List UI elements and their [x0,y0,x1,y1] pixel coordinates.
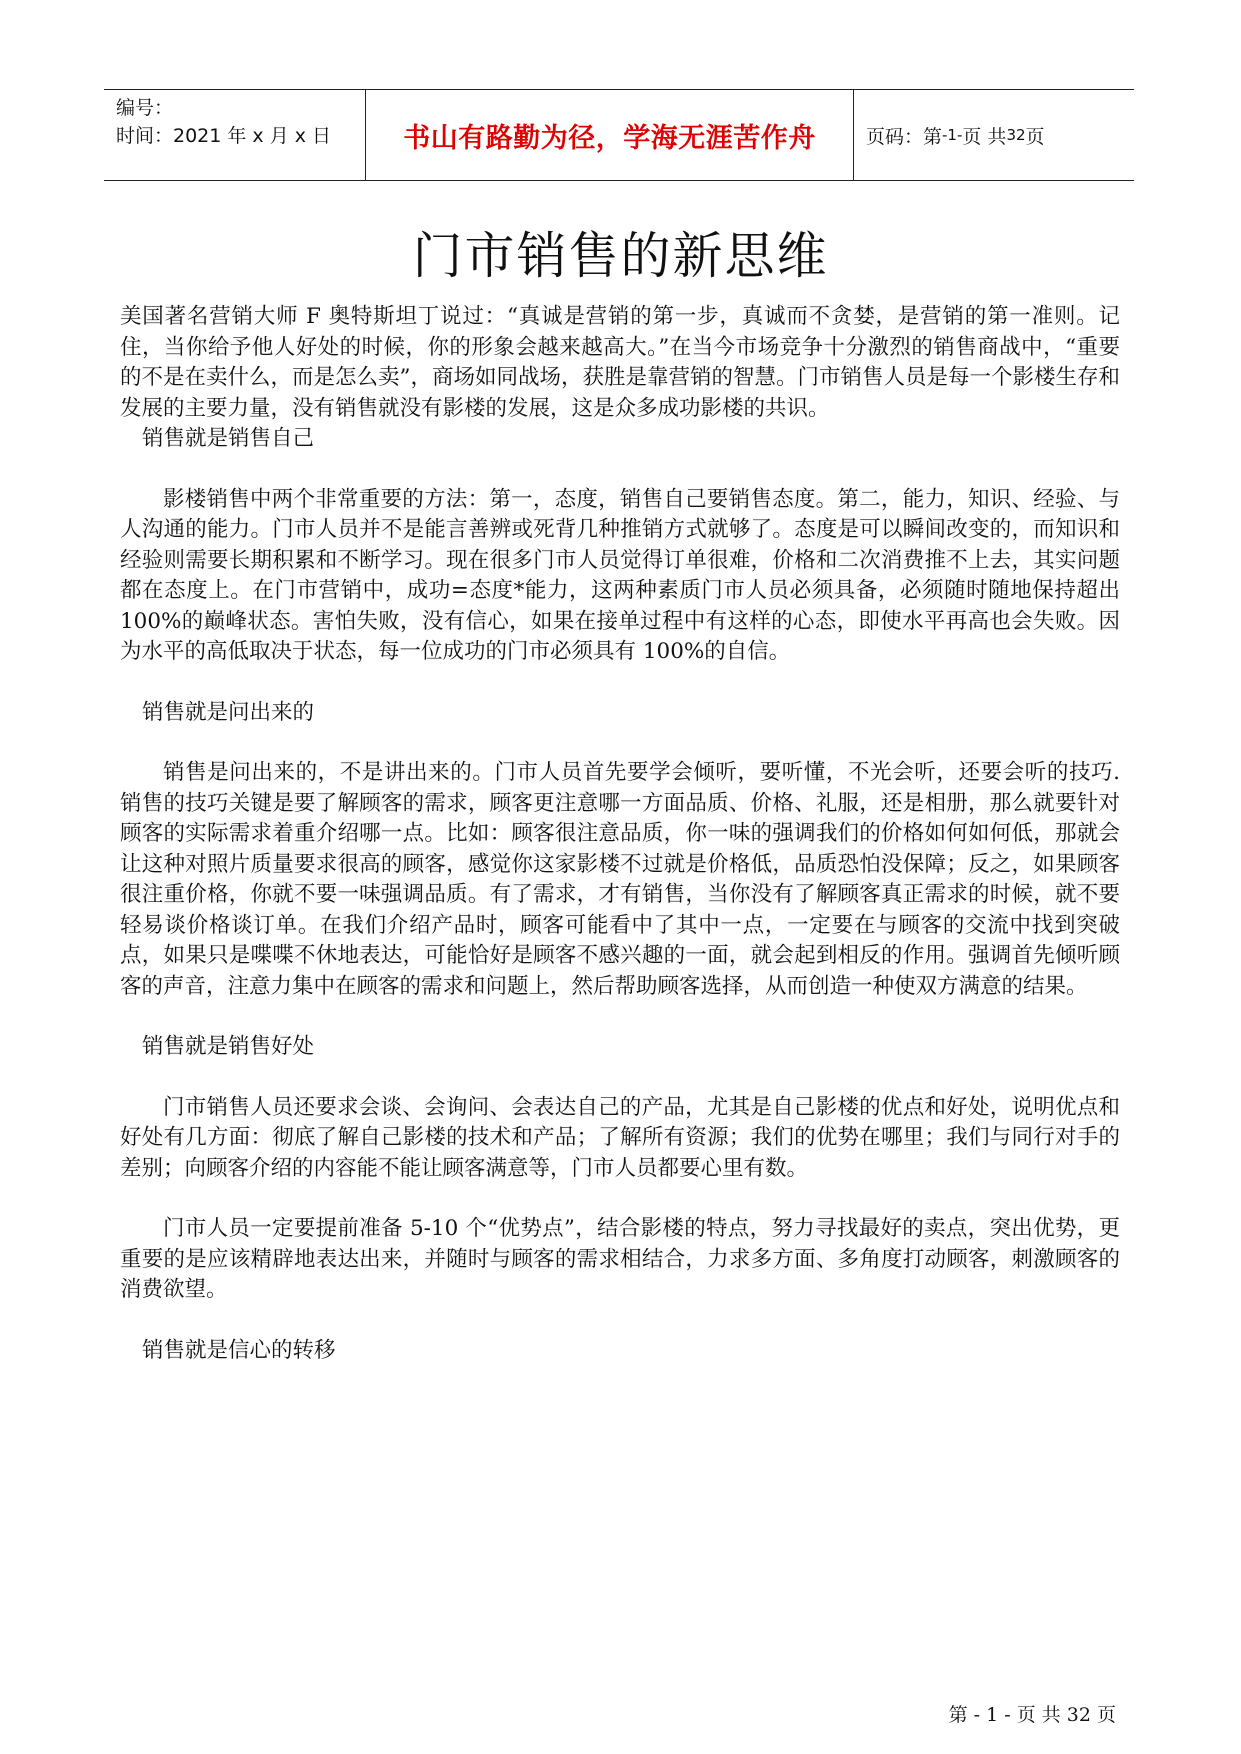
document-time: 时间：2021 年 x 月 x 日 [116,125,332,147]
section-paragraph-1: 影楼销售中两个非常重要的方法：第一，态度，销售自己要销售态度。第二，能力，知识、经验、与人沟通的能力。门市人员并不是能言善辨或死背几种推销方式就够了。态度是可以瞬间改变的，而知识和经验则需要长期积累和不断学习。现在很多门市人员觉得订单很难，价格和二次消费推不上去，其实问题都在态度上。在门市营销中，成功=态度*能力，这两种素质门市人员必须具备，必须随时随地保持超出 100%的巅峰状态。害怕失败，没有信心，如果在接单过程中有这样的心态，即使水平再高也会失败。因为水平的高低取决于状态，每一位成功的门市必须具有 100%的自信。 [120,486,1120,664]
page-header [104,89,1134,181]
page-total: 32 [1006,126,1026,144]
page-current: -1- [942,126,963,144]
page-suffix: 页 [1025,125,1045,148]
section-heading-3: 销售就是销售好处 [142,1034,315,1059]
section-paragraph-4: 门市人员一定要提前准备 5-10 个“优势点”，结合影楼的特点，努力寻找最好的卖点，突出优势，更重要的是应该精辟地表达出来，并随时与顾客的需求相结合，力求多方面、多角度打动顾客，刺激顾客的消费欲望。 [120,1216,1120,1302]
page-title: 门市销售的新思维 [412,227,829,285]
document-body [120,302,1120,1366]
intro-paragraph: 美国著名营销大师 F 奥特斯坦丁说过：“真诚是营销的第一步，真诚而不贪婪，是营销的第一准则。记住，当你给予他人好处的时候，你的形象会越来越高大。”在当今市场竞争十分激烈的销售商战中，“重要的不是在卖什么，而是怎么卖”，商场如同战场，获胜是靠营销的智慧。门市销售人员是每一个影楼生存和发展的主要力量，没有销售就没有影楼的发展，这是众多成功影楼的共识。 [120,304,1120,421]
page-footer: 第 - 1 - 页 共 32 页 [948,1704,1116,1726]
page-mid: 页 共 [962,125,1007,148]
section-paragraph-2: 销售是问出来的，不是讲出来的。门市人员首先要学会倾听，要听懂，不光会听，还要会听的技巧. 销售的技巧关键是要了解顾客的需求，顾客更注意哪一方面品质、价格、礼服，还是相册，那么就要针对顾客的实际需求着重介绍哪一点。比如：顾客很注意品质，你一味的强调我们的价格如何如何低，那就会让这种对照片质量要求很高的顾客，感觉你这家影楼不过就是价格低，品质恐怕没保障；反之，如果顾客很注重价格，你就不要一味强调品质。有了需求，才有销售，当你没有了解顾客真正需求的时候，就不要轻易谈价格谈订单。在我们介绍产品时，顾客可能看中了其中一点，一定要在与顾客的交流中找到突破点，如果只是喋喋不休地表达，可能恰好是顾客不感兴趣的一面，就会起到相反的作用。强调首先倾听顾客的声音，注意力集中在顾客的需求和问题上，然后帮助顾客选择，从而创造一种使双方满意的结果。 [120,760,1120,999]
page-prefix: 页码：第 [866,125,943,148]
header-meta [104,90,366,180]
section-heading-2: 销售就是问出来的 [142,699,315,725]
section-heading-1: 销售就是销售自己 [142,426,315,451]
document-number-label: 编号： [116,97,174,119]
section-heading-4: 销售就是信心的转移 [142,1337,336,1363]
header-motto: 书山有路勤为径，学海无涯苦作舟 [366,90,854,180]
header-page-info [854,90,1134,180]
section-paragraph-3: 门市销售人员还要求会谈、会询问、会表达自己的产品，尤其是自己影楼的优点和好处，说明优点和好处有几方面：彻底了解自己影楼的技术和产品；了解所有资源；我们的优势在哪里；我们与同行对手的差别；向顾客介绍的内容能不能让顾客满意等，门市人员都要心里有数。 [120,1094,1120,1181]
